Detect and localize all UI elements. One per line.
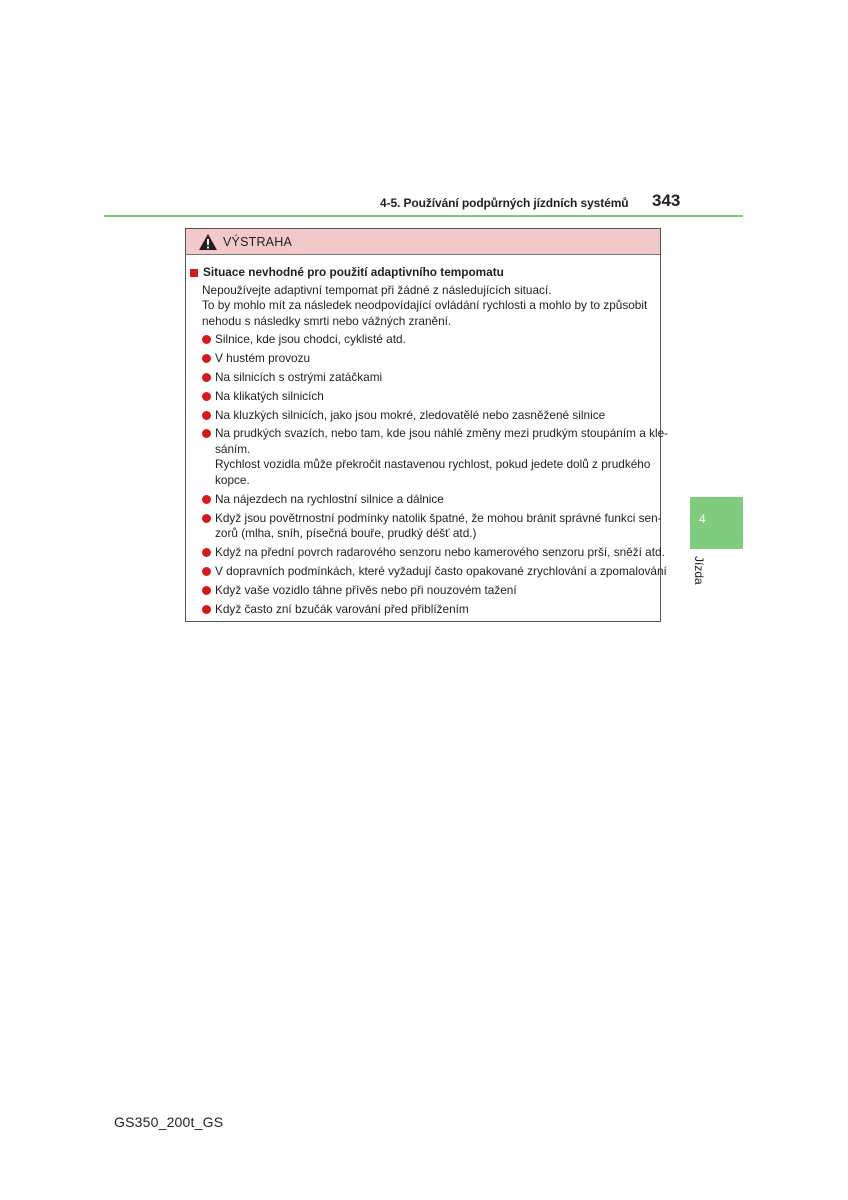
- red-bullet-icon: [202, 495, 211, 504]
- bullet-text: [215, 370, 652, 386]
- bullet-line: kopce.: [215, 472, 250, 487]
- warning-box: [185, 228, 669, 622]
- bullet-line: Když na přední povrch radarového senzoru nebo kamerového senzoru prší, sněží atd.: [215, 545, 665, 560]
- bullet-text: [215, 564, 667, 580]
- bullet-line: Na prudkých svazích, nebo tam, kde jsou náhlé změny mezi prudkým stoupáním a kle-: [215, 426, 669, 441]
- chapter-tab: [690, 497, 743, 549]
- list-item: [202, 389, 652, 405]
- warning-subheading-text: Situace nevhodné pro použití adaptivního tempomatu: [203, 265, 504, 279]
- bullet-text: [215, 545, 665, 561]
- bullet-line: zorů (mlha, sníh, písečná bouře, prudký déšť atd.): [215, 526, 477, 541]
- red-bullet-icon: [202, 605, 211, 614]
- warning-header: [186, 229, 660, 255]
- list-item: [202, 510, 662, 542]
- bullet-line: Když často zní bzučák varování před přiblížením: [215, 601, 469, 616]
- bullet-line: V hustém provozu: [215, 350, 311, 365]
- section-title: 4-5. Používání podpůrných jízdních systémů: [380, 196, 629, 210]
- bullet-line: Rychlost vozidla může překročit nastavenou rychlost, pokud jedete dolů z prudkého: [215, 457, 651, 472]
- red-square-icon: [190, 269, 198, 277]
- bullet-text: [215, 583, 652, 599]
- bullet-line: Na klikatých silnicích: [215, 388, 324, 403]
- warning-title: VÝSTRAHA: [223, 234, 292, 249]
- bullet-text: [215, 511, 662, 542]
- chapter-number: 4: [699, 512, 706, 526]
- chapter-label: Jízda: [692, 556, 706, 585]
- list-item: [202, 602, 652, 618]
- red-bullet-icon: [202, 514, 211, 523]
- bullet-text: [215, 351, 652, 367]
- red-bullet-icon: [202, 567, 211, 576]
- page-number: 343: [652, 191, 681, 210]
- red-bullet-icon: [202, 392, 211, 401]
- bullet-line: Když vaše vozidlo táhne přívěs nebo při nouzovém tažení: [215, 582, 517, 597]
- bullet-line: Silnice, kde jsou chodci, cyklisté atd.: [215, 332, 406, 346]
- intro-line: Nepoužívejte adaptivní tempomat při žádné z následujících situací.: [202, 282, 552, 297]
- bullet-text: [215, 389, 652, 405]
- intro-line: nehodu s následky smrti nebo vážných zranění.: [202, 313, 452, 328]
- bullet-text: [215, 332, 652, 348]
- bullet-text: [215, 492, 652, 508]
- bullet-line: Na kluzkých silnicích, jako jsou mokré, zledovatělé nebo zasněžené silnice: [215, 407, 606, 422]
- list-item: [202, 545, 665, 561]
- header-rule: [104, 215, 743, 217]
- red-bullet-icon: [202, 335, 211, 344]
- red-bullet-icon: [202, 411, 211, 420]
- list-item: [202, 564, 667, 580]
- bullet-line: sáním.: [215, 441, 251, 456]
- warning-subheading: [190, 265, 652, 281]
- list-item: [202, 332, 652, 348]
- red-bullet-icon: [202, 586, 211, 595]
- bullet-line: V dopravních podmínkách, které vyžadují často opakované zrychlování a zpomalování: [215, 564, 667, 579]
- list-item: [202, 492, 652, 508]
- red-bullet-icon: [202, 354, 211, 363]
- list-item: [202, 426, 669, 488]
- red-bullet-icon: [202, 373, 211, 382]
- warning-bullet-list: [190, 332, 669, 617]
- list-item: [202, 583, 652, 599]
- bullet-text: [215, 602, 652, 618]
- bullet-text: [215, 426, 668, 488]
- bullet-line: Na silnicích s ostrými zatáčkami: [215, 369, 383, 384]
- red-bullet-icon: [202, 429, 211, 438]
- warning-triangle-icon: [198, 233, 218, 251]
- model-code: GS350_200t_GS: [114, 1114, 224, 1130]
- list-item: [202, 370, 652, 386]
- bullet-line: Na nájezdech na rychlostní silnice a dálnice: [215, 491, 444, 506]
- warning-intro: [190, 283, 652, 330]
- red-bullet-icon: [202, 548, 211, 557]
- bullet-text: [215, 408, 652, 424]
- warning-body: [186, 255, 669, 617]
- list-item: [202, 408, 652, 424]
- list-item: [202, 351, 652, 367]
- bullet-line: Když jsou povětrnostní podmínky natolik špatné, že mohou bránit správné funkci sen-: [215, 510, 662, 525]
- intro-line: To by mohlo mít za následek neodpovídající ovládání rychlosti a mohlo by to způsobit: [202, 298, 648, 312]
